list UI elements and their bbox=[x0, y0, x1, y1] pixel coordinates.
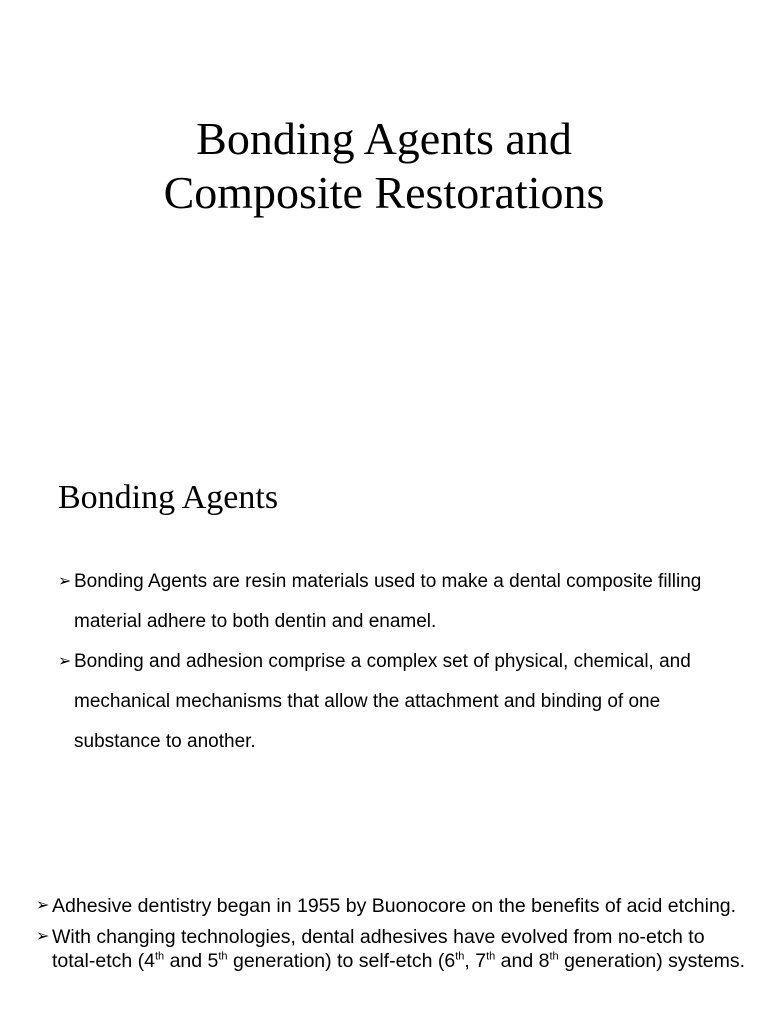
list-item bbox=[58, 562, 738, 642]
title-line-2: Composite Restorations bbox=[163, 167, 605, 218]
section-heading: Bonding Agents bbox=[58, 479, 279, 516]
bullet-text: Bonding and adhesion comprise a complex set of physical, chemical, and mechanical mechanisms that allow the attachment and binding of one substance to another. bbox=[74, 651, 691, 752]
arrowhead-bullet-icon: ➢ bbox=[58, 653, 72, 670]
arrowhead-bullet-icon: ➢ bbox=[36, 928, 50, 945]
list-item bbox=[36, 925, 748, 973]
slide-title bbox=[0, 112, 768, 220]
list-item bbox=[58, 642, 738, 762]
bullet-text: Bonding Agents are resin materials used to make a dental composite filling material adhere to both dentin and enamel. bbox=[74, 571, 702, 632]
bullet-text: With changing technologies, dental adhesives have evolved from no-etch to total-etch (4th and 5th generation) to self-etch (6th, 7th and 8th generation) systems. bbox=[52, 926, 746, 972]
history-bullet-list bbox=[36, 894, 748, 980]
arrowhead-bullet-icon: ➢ bbox=[58, 573, 72, 590]
arrowhead-bullet-icon: ➢ bbox=[36, 897, 50, 914]
title-line-1: Bonding Agents and bbox=[196, 113, 572, 164]
bonding-agents-bullet-list bbox=[58, 562, 738, 762]
bullet-text: Adhesive dentistry began in 1955 by Buonocore on the benefits of acid etching. bbox=[52, 895, 737, 917]
list-item bbox=[36, 894, 748, 918]
